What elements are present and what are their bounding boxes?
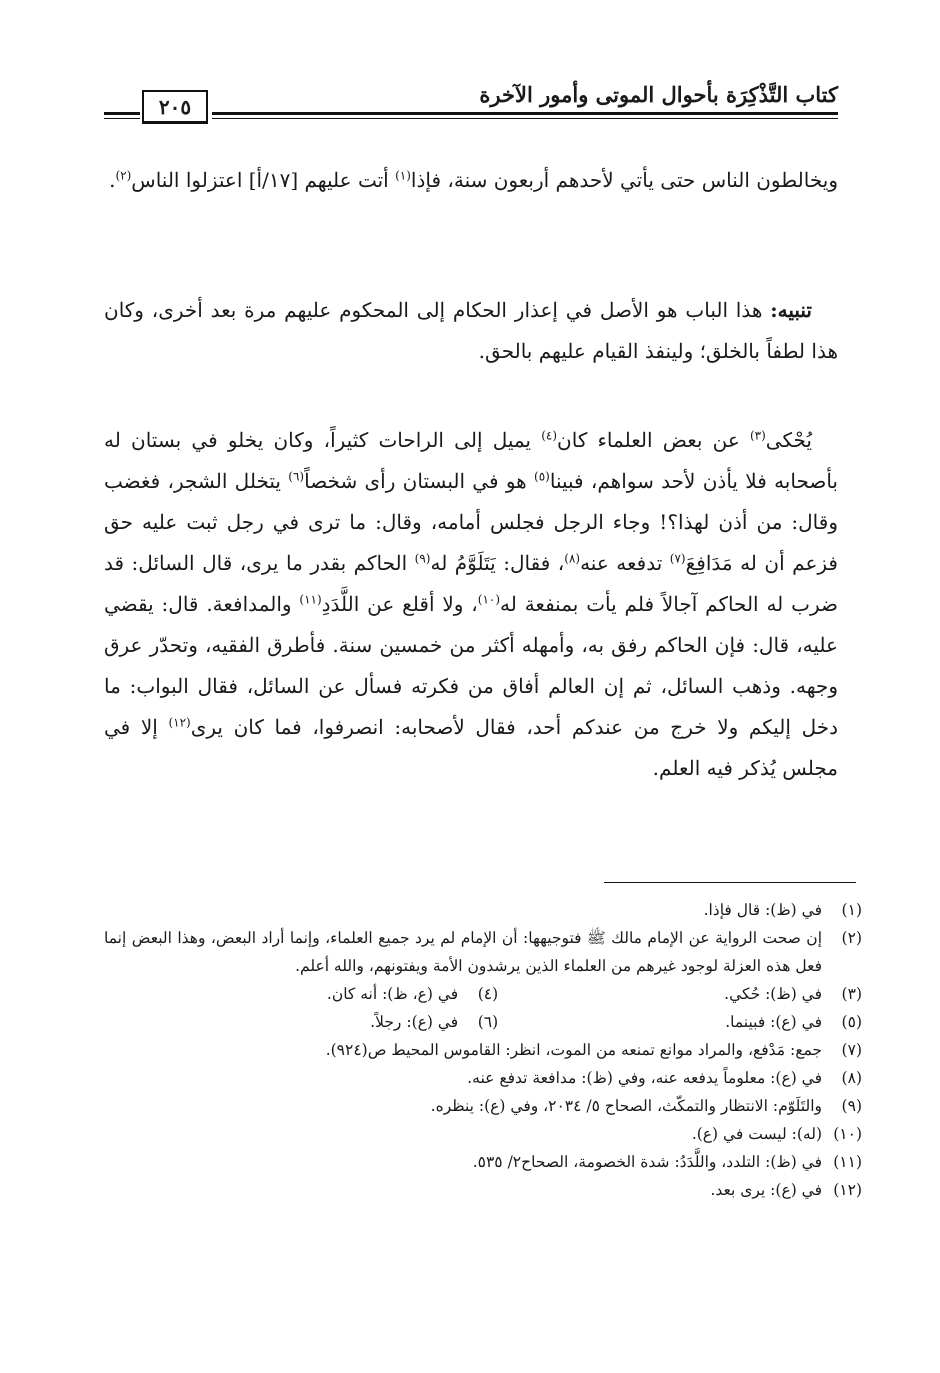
footnote-number: (٥) bbox=[841, 1013, 862, 1031]
footnote-text: في (ع): فبينما. bbox=[725, 1013, 822, 1031]
paragraph-text: إلا في مجلس يُذكر فيه العلم. bbox=[104, 715, 838, 780]
footnote-4 bbox=[134, 980, 498, 1008]
footnote-text: (له): ليست في (ع). bbox=[691, 1125, 822, 1143]
footnote-ref: (٧) bbox=[669, 551, 686, 566]
footnote-ref: (٨) bbox=[564, 551, 581, 566]
footnote-ref: (١) bbox=[395, 168, 411, 183]
footnote-text: في (ع): رجلاً. bbox=[370, 1013, 459, 1031]
footnote-11 bbox=[104, 1148, 862, 1176]
footnote-number: (٣) bbox=[841, 985, 862, 1003]
footnote-8 bbox=[104, 1064, 862, 1092]
footnote-ref: (١١) bbox=[299, 592, 322, 607]
footnote-ref: (٢) bbox=[115, 168, 132, 183]
paragraph-text: عن بعض العلماء كان bbox=[557, 428, 750, 452]
footnotes bbox=[104, 896, 862, 1204]
paragraph-text: ويخالطون الناس حتى يأتي لأحدهم أربعون سنة، فإذا bbox=[410, 168, 838, 192]
footnote-ref: (١٢) bbox=[168, 715, 191, 730]
paragraph-text: الحاكم بقدر ما يرى، قال السائل: قد ضرب له الحاكم آجالاً فلم يأت بمنفعة له bbox=[104, 551, 838, 616]
paragraph-note bbox=[104, 290, 838, 372]
footnote-2 bbox=[104, 924, 862, 980]
paragraph-story bbox=[104, 420, 838, 789]
running-title: كتاب التَّذْكِرَة بأحوال الموتى وأمور الآخرة bbox=[479, 82, 838, 107]
footnote-ref: (٩) bbox=[414, 551, 431, 566]
paragraph-text: هذا الباب هو الأصل في إعذار الحكام إلى المحكوم عليهم مرة بعد أخرى، وكان هذا لطفاً بالخلق؛ ولينفذ القيام عليهم بالحق. bbox=[104, 298, 838, 363]
footnote-ref: (١٠) bbox=[477, 592, 501, 607]
footnote-number: (٤) bbox=[477, 985, 499, 1003]
footnote-3 bbox=[498, 980, 862, 1008]
footnote-number: (٦) bbox=[477, 1013, 499, 1031]
page-number: ٢٠٥ bbox=[142, 90, 208, 124]
paragraph-text: يُحْكى bbox=[765, 428, 812, 452]
footnote-number: (٩) bbox=[841, 1097, 862, 1115]
footnote-number: (٢) bbox=[841, 929, 862, 947]
paragraph-text: هو في البستان رأى شخصاً bbox=[304, 469, 535, 493]
footnote-number: (١٠) bbox=[833, 1125, 862, 1143]
footnote-12 bbox=[104, 1176, 862, 1204]
footnote-ref: (٤) bbox=[541, 428, 558, 443]
paragraph-1 bbox=[104, 160, 838, 201]
footnote-text: في (ع): يرى بعد. bbox=[710, 1181, 822, 1199]
footnote-ref: (٥) bbox=[534, 469, 550, 484]
paragraph-text: تدفعه عنه bbox=[580, 551, 670, 575]
paragraph-text: ، فقال: يَتَلَوَّمُ له bbox=[430, 551, 565, 575]
paragraph-text: والمدافعة. قال: يقضي عليه، قال: فإن الحاكم رفق به، وأمهله أكثر من خمسين سنة. فأطرق الفقيه، وتحدّر عرق وجهه. وذهب السائل، ثم إن العالم أفاق من فكرته فسأل عن السائل، فقال البواب: ما دخل إليكم ولا خرج من عندكم أحد، فقال لأصحابه: انصرفوا، فما كان يرى bbox=[104, 592, 838, 739]
paragraph-text: ، ولا أقلع عن اللَّدَدِ bbox=[321, 592, 478, 616]
footnote-1 bbox=[104, 896, 862, 924]
footnote-number: (٧) bbox=[841, 1041, 862, 1059]
footnote-10 bbox=[104, 1120, 862, 1148]
footnote-5 bbox=[498, 1008, 862, 1036]
paragraph-text: أتت عليهم [١٧/أ] اعتزلوا الناس bbox=[131, 168, 396, 192]
header-rule-thick bbox=[212, 112, 838, 115]
footnote-text: في (ع، ظ): أنه كان. bbox=[326, 985, 459, 1003]
footnote-7 bbox=[104, 1036, 862, 1064]
footnote-ref: (٦) bbox=[288, 469, 305, 484]
footnote-6 bbox=[134, 1008, 498, 1036]
footnote-text: في (ظ): قال فإذا. bbox=[703, 901, 822, 919]
paragraph-text: . bbox=[109, 168, 116, 192]
footnote-number: (٨) bbox=[841, 1069, 862, 1087]
footnote-number: (١) bbox=[841, 901, 862, 919]
paragraph-text: يتخلل الشجر، فغضب وقال: من أذن لهذا؟! وجاء الرجل فجلس أمامه، وقال: ما ترى في رجل ثبت عليه حق فزعم أن له مَدَافِعَ bbox=[104, 469, 838, 575]
footnote-row bbox=[104, 1008, 862, 1036]
footnote-ref: (٣) bbox=[749, 428, 766, 443]
footnote-number: (١٢) bbox=[833, 1181, 862, 1199]
header-rule-thin bbox=[212, 118, 838, 119]
running-header bbox=[104, 78, 838, 124]
footnote-text: جمع: مَدْفع، والمراد موانع تمنعه من الموت، انظر: القاموس المحيط ص(٩٢٤). bbox=[325, 1041, 822, 1059]
paragraph-text: يميل إلى الراحات كثيراً، وكان يخلو في بستان له بأصحابه فلا يأذن لأحد سواهم، فبينا bbox=[104, 428, 839, 493]
footnote-text: في (ع): معلوماً يدفعه عنه، وفي (ظ): مدافعة تدفع عنه. bbox=[467, 1069, 822, 1087]
footnote-row bbox=[104, 980, 862, 1008]
header-rule-left-thick bbox=[104, 112, 140, 115]
footnote-text: إن صحت الرواية عن الإمام مالك ﷺ فتوجيهها: أن الإمام لم يرد جميع العلماء، وإنما أراد البعض، وهذا البعض إنما فعل هذه العزلة لوجود غيرهم من العلماء الذين يرشدون الأمة ويفتونهم، والله أعلم. bbox=[104, 929, 822, 975]
footnote-text: في (ظ): حُكي. bbox=[724, 985, 822, 1003]
note-label: تنبيه: bbox=[770, 298, 812, 322]
footnote-number: (١١) bbox=[833, 1153, 862, 1171]
footnote-text: والتَلَوّم: الانتظار والتمكّث، الصحاح ٥/ ٢٠٣٤، وفي (ع): ينظره. bbox=[430, 1097, 822, 1115]
footnote-text: في (ظ): التلدد، واللَّدَدُ: شدة الخصومة، الصحاح٢/ ٥٣٥. bbox=[472, 1153, 822, 1171]
header-rule-left-thin bbox=[104, 118, 140, 119]
footnote-separator bbox=[604, 882, 856, 883]
footnote-9 bbox=[104, 1092, 862, 1120]
